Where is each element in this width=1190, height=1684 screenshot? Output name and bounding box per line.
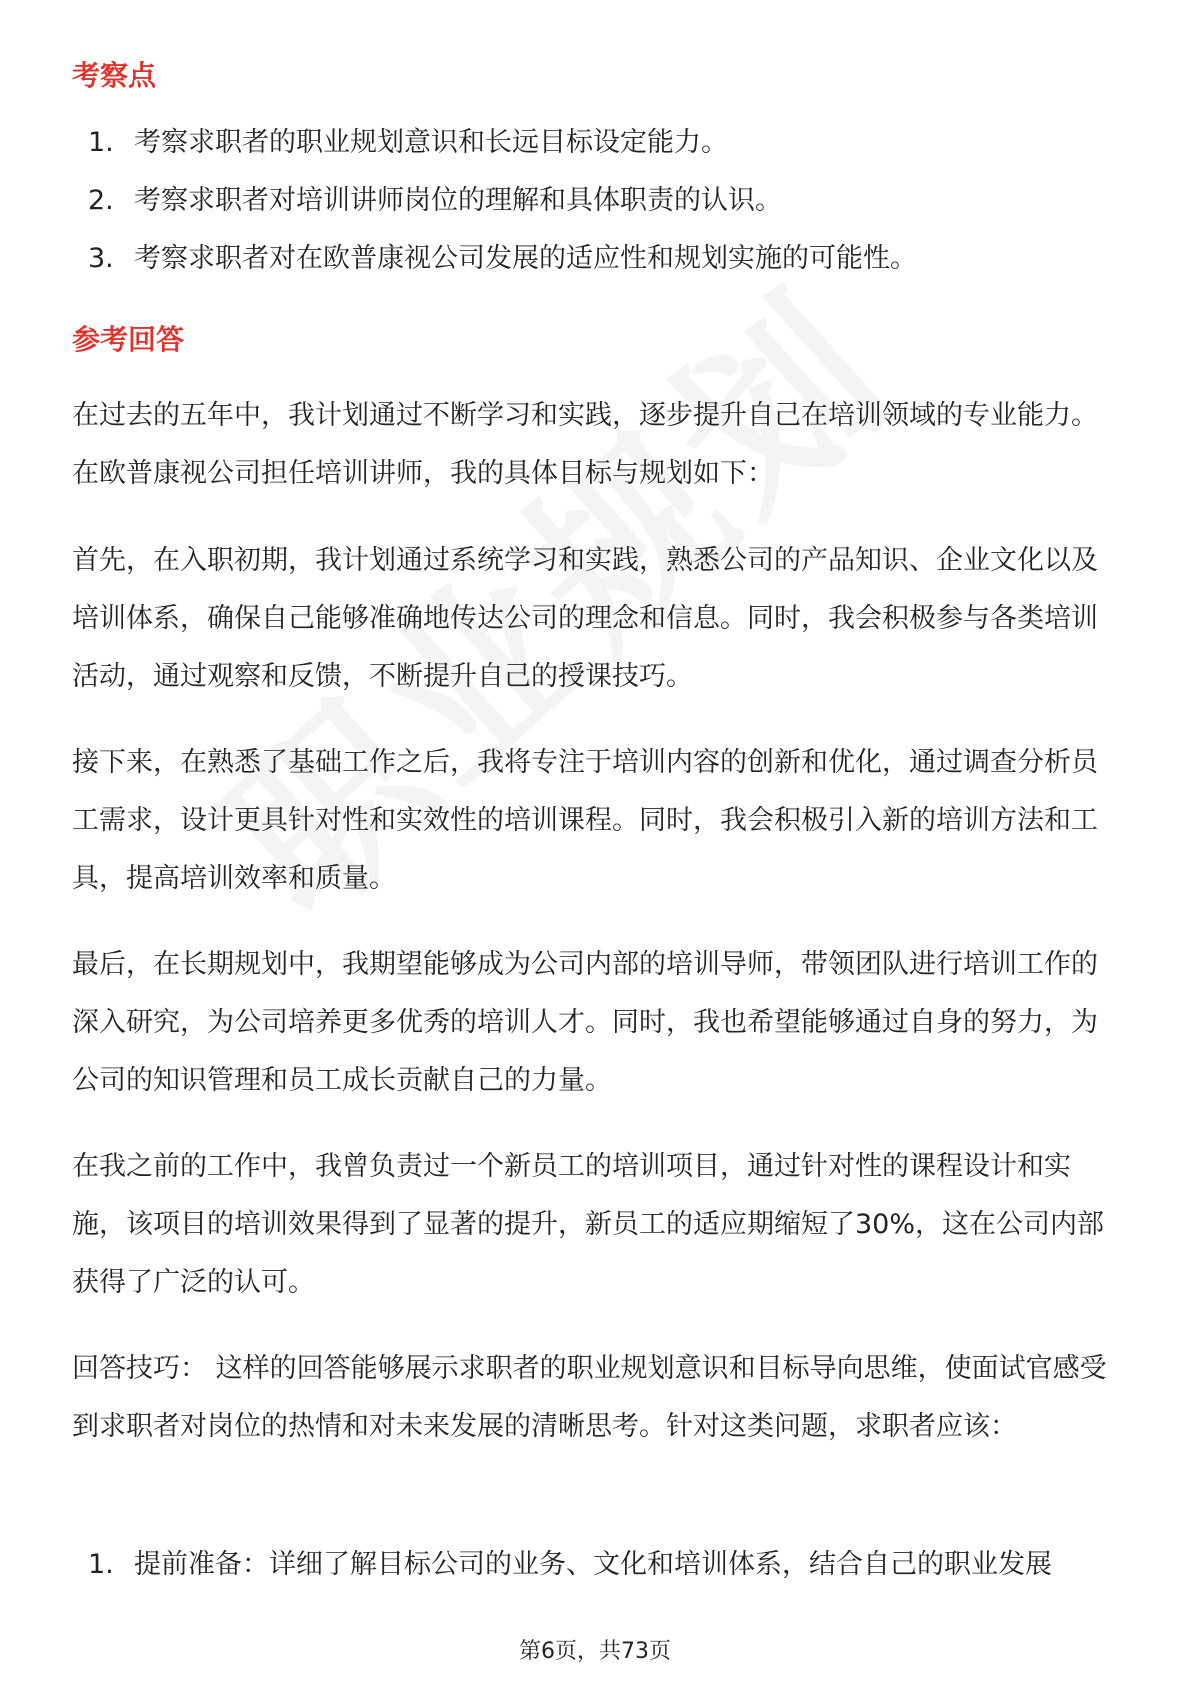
list-item-text: 考察求职者的职业规划意识和长远目标设定能力。 [134,127,728,158]
exam-points-list [80,126,1120,300]
section-heading-exam-points: 考察点 [72,59,157,92]
list-item-text: 提前准备：详细了解目标公司的业务、文化和培训体系，结合自己的职业发展 [134,1549,1052,1580]
page-footer: 第6页，共73页 [519,1639,671,1664]
list-item-text: 考察求职者对培训讲师岗位的理解和具体职责的认识。 [134,185,782,216]
list-item-number: 3. [88,243,114,274]
list-item [80,184,1120,242]
answer-tips-paragraph: 回答技巧： 这样的回答能够展示求职者的职业规划意识和目标导向思维，使面试官感受到求职者对岗位的热情和对未来发展的清晰思考。针对这类问题，求职者应该： [72,1353,1107,1442]
list-item-number: 1. [88,1549,114,1580]
answer-paragraph: 最后，在长期规划中，我期望能够成为公司内部的培训导师，带领团队进行培训工作的深入研究，为公司培养更多优秀的培训人才。同时，我也希望能够通过自身的努力，为公司的知识管理和员工成长贡献自己的力量。 [72,949,1098,1096]
answer-paragraph: 在过去的五年中，我计划通过不断学习和实践，逐步提升自己在培训领域的专业能力。在欧普康视公司担任培训讲师，我的具体目标与规划如下： [72,400,1098,489]
list-item-number: 1. [88,127,114,158]
list-item [80,126,1120,184]
answer-paragraph: 首先，在入职初期，我计划通过系统学习和实践，熟悉公司的产品知识、企业文化以及培训体系，确保自己能够准确地传达公司的理念和信息。同时，我会积极参与各类培训活动，通过观察和反馈，不断提升自己的授课技巧。 [72,545,1098,692]
section-heading-reference-answer: 参考回答 [72,323,185,356]
list-item-text: 考察求职者对在欧普康视公司发展的适应性和规划实施的可能性。 [134,243,917,274]
list-item [80,242,1120,300]
answer-paragraph: 在我之前的工作中，我曾负责过一个新员工的培训项目，通过针对性的课程设计和实施，该项目的培训效果得到了显著的提升，新员工的适应期缩短了30%，这在公司内部获得了广泛的认可。 [72,1151,1105,1298]
tips-list [80,1548,1120,1582]
list-item [80,1548,1120,1582]
answer-paragraph: 接下来，在熟悉了基础工作之后，我将专注于培训内容的创新和优化，通过调查分析员工需求，设计更具针对性和实效性的培训课程。同时，我会积极引入新的培训方法和工具，提高培训效率和质量。 [72,747,1098,894]
list-item-number: 2. [88,185,114,216]
